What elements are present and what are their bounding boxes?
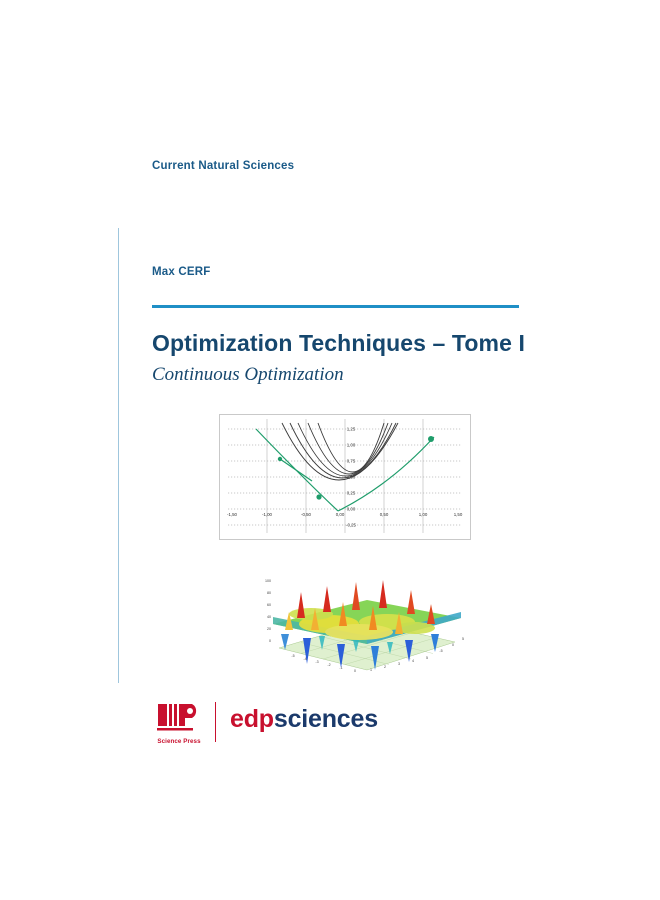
svg-text:-5: -5: [439, 649, 443, 653]
svg-text:1: 1: [370, 668, 372, 672]
svg-text:-2: -2: [327, 663, 331, 667]
author-name: Max CERF: [152, 266, 211, 278]
edp-wordmark: edp: [230, 705, 274, 733]
svg-text:5: 5: [426, 656, 428, 660]
svg-text:0: 0: [354, 669, 356, 673]
svg-text:2: 2: [384, 665, 386, 669]
svg-text:0,00: 0,00: [346, 506, 356, 512]
svg-text:0: 0: [269, 639, 271, 643]
svg-text:60: 60: [267, 603, 271, 607]
svg-text:1,50: 1,50: [453, 512, 463, 517]
svg-text:3: 3: [398, 662, 400, 666]
svg-text:-1,50: -1,50: [226, 512, 238, 517]
svg-text:5: 5: [462, 637, 464, 641]
svg-text:1,25: 1,25: [346, 426, 356, 432]
publisher-logos: [152, 700, 452, 756]
contour-chart-svg: [220, 415, 470, 539]
sciences-wordmark: sciences: [273, 705, 378, 733]
svg-text:4: 4: [412, 659, 414, 663]
svg-text:0,75: 0,75: [346, 458, 356, 464]
science-press-caption: Science Press: [157, 738, 201, 745]
page-subtitle: Continuous Optimization: [152, 364, 344, 385]
svg-text:80: 80: [267, 591, 271, 595]
svg-text:-4: -4: [303, 657, 307, 661]
svg-text:100: 100: [265, 579, 271, 583]
figure-surface-plot: [219, 552, 471, 674]
svg-text:0,50: 0,50: [379, 512, 389, 517]
svg-text:0,25: 0,25: [346, 490, 356, 496]
page-title: Optimization Techniques – Tome I: [152, 330, 525, 356]
svg-text:0,50: 0,50: [346, 474, 356, 480]
svg-text:0: 0: [452, 643, 454, 647]
svg-text:-1: -1: [339, 666, 343, 670]
figure-contour-plot: [219, 414, 471, 540]
title-divider: [152, 305, 519, 308]
svg-text:20: 20: [267, 627, 271, 631]
svg-text:-5: -5: [291, 654, 295, 658]
svg-text:1,00: 1,00: [346, 442, 356, 448]
surface-chart-svg: [219, 552, 471, 674]
data-marker: [278, 457, 282, 461]
svg-text:-0,25: -0,25: [345, 522, 357, 528]
data-marker: [428, 436, 434, 442]
data-marker: [316, 494, 321, 499]
svg-text:-1,00: -1,00: [261, 512, 273, 517]
svg-text:40: 40: [267, 615, 271, 619]
science-press-mark-icon: [152, 700, 206, 738]
vertical-rule: [118, 228, 119, 683]
edp-sciences-logo: [230, 705, 378, 734]
series-label: Current Natural Sciences: [152, 160, 295, 172]
svg-text:-0,50: -0,50: [300, 512, 312, 517]
svg-text:1,00: 1,00: [418, 512, 428, 517]
svg-text:0,00: 0,00: [335, 512, 345, 517]
logo-divider: [215, 702, 216, 742]
svg-text:-3: -3: [315, 660, 319, 664]
science-press-logo: [152, 700, 206, 752]
